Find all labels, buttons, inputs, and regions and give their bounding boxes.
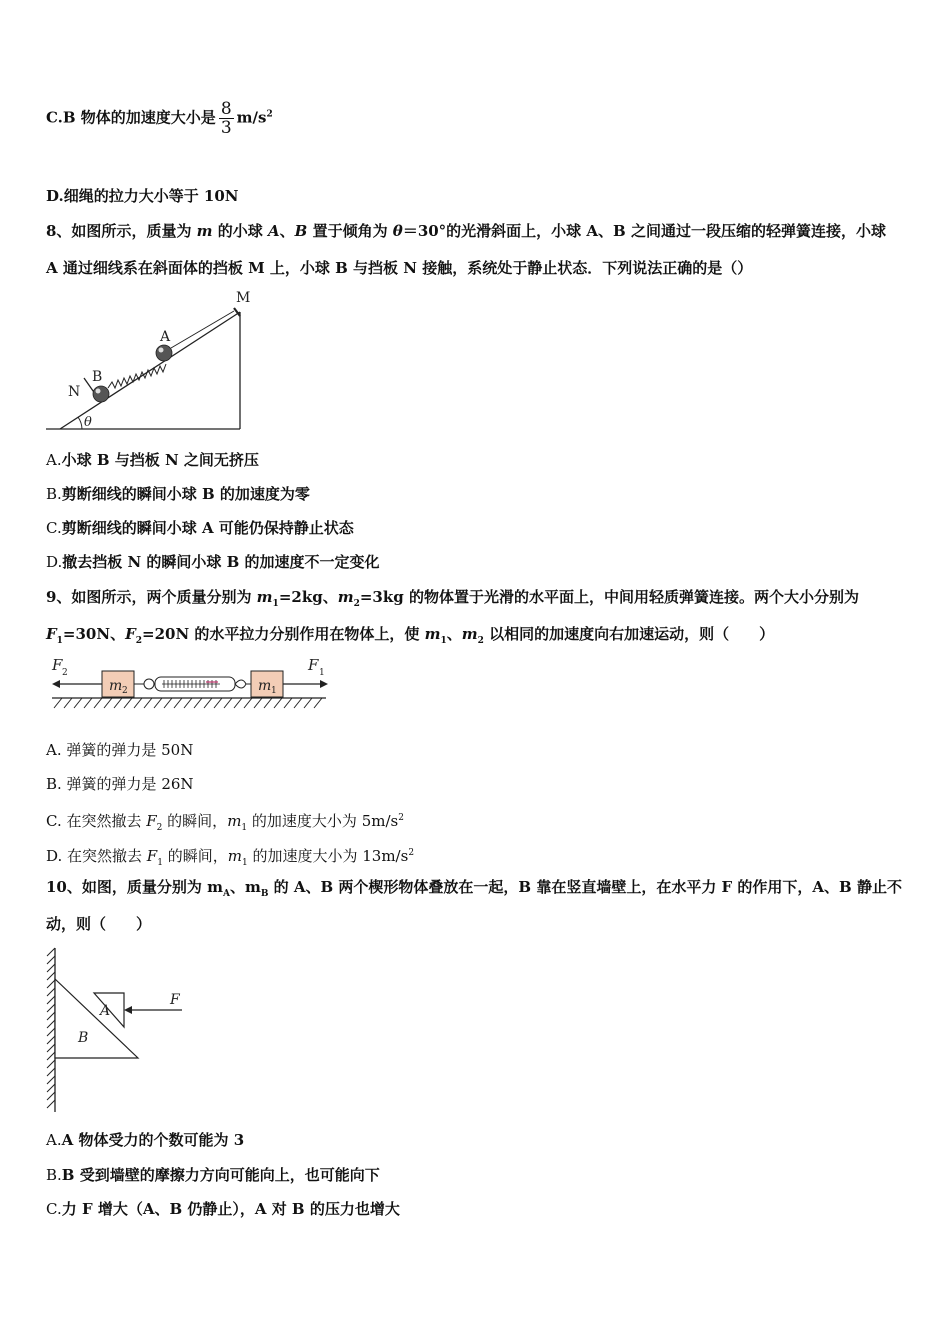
q10-option-b[interactable]: B.B 受到墙壁的摩擦力方向可能向上，也可能向下 bbox=[46, 1166, 380, 1184]
wall-hatch bbox=[47, 948, 55, 1108]
label-m: M bbox=[236, 290, 251, 306]
q8-option-a[interactable]: A.小球 B 与挡板 N 之间无挤压 bbox=[46, 451, 259, 469]
arrow-f2-head bbox=[52, 680, 60, 688]
q9-option-b[interactable]: B. 弹簧的弹力是 26N bbox=[46, 775, 194, 793]
angle-arc bbox=[78, 417, 82, 429]
q9-option-c[interactable]: C. 在突然撤去 $F_2$ 的瞬间，$m_1$ 的加速度大小为 $5m/s^2$ bbox=[46, 812, 404, 833]
wedge-b bbox=[55, 979, 138, 1058]
q7-option-c bbox=[46, 100, 273, 137]
label-m2-sub: 2 bbox=[122, 686, 128, 696]
spring bbox=[108, 364, 166, 388]
spring-blocks-diagram bbox=[46, 652, 330, 712]
wedges-wall-diagram bbox=[42, 944, 192, 1116]
fraction bbox=[219, 100, 234, 137]
spring-ring bbox=[144, 679, 154, 689]
label-m1-sub: 1 bbox=[271, 686, 277, 696]
ball-b bbox=[93, 386, 109, 402]
q8-stem-line-2: A 通过细线系在斜面体的挡板 M 上，小球 B 与挡板 N 接触，系统处于静止状态．下列说法正确的是（） bbox=[46, 259, 753, 277]
fraction-numerator: 8 bbox=[220, 99, 232, 119]
q10-stem-line-1: 10、如图，质量分别为 $m_A$、$m_B$ 的 A、B 两个楔形物体叠放在一起，B 靠在竖直墙壁上，在水平力 F 的作用下，A、B 静止不 bbox=[46, 878, 902, 899]
q9-option-d[interactable]: D. 在突然撤去 $F_1$ 的瞬间，$m_1$ 的加速度大小为 $13m/s^2$ bbox=[46, 847, 415, 868]
slope-line bbox=[60, 312, 240, 429]
label-f: F bbox=[170, 992, 180, 1008]
unit: m/s bbox=[236, 108, 267, 127]
q9-option-a[interactable]: A. 弹簧的弹力是 50N bbox=[46, 741, 194, 759]
label-theta: θ bbox=[84, 415, 92, 430]
ball-b-highlight bbox=[96, 389, 101, 394]
fraction-denominator: 3 bbox=[220, 118, 232, 138]
exponent: 2 bbox=[266, 109, 273, 120]
q10-stem-line-2: 动，则（ ） bbox=[46, 915, 152, 933]
q7-option-d: D.细绳的拉力大小等于 10N bbox=[46, 187, 239, 205]
q9-stem-line-1: 9、如图所示，两个质量分别为 $m_1=2kg$、$m_2=3kg$ 的物体置于光滑的水平面上，中间用轻质弹簧连接。两个大小分别为 bbox=[46, 588, 859, 609]
label-b: B bbox=[78, 1030, 89, 1046]
label-f1: F bbox=[308, 656, 319, 674]
ball-a bbox=[156, 345, 172, 361]
q8-stem-line-1: 8、如图所示，质量为 m 的小球 A、B 置于倾角为 θ＝30°的光滑斜面上，小球 A、B 之间通过一段压缩的轻弹簧连接，小球 bbox=[46, 222, 886, 240]
ball-a-highlight bbox=[159, 348, 164, 353]
ground-hatch bbox=[54, 698, 322, 708]
q8-option-c[interactable]: C.剪断细线的瞬间小球 A 可能仍保持静止状态 bbox=[46, 519, 354, 537]
label-b: B bbox=[92, 369, 103, 385]
label-f1-sub: 1 bbox=[319, 668, 325, 678]
label-a: A bbox=[100, 1003, 111, 1019]
label-m1: m bbox=[258, 678, 272, 694]
q9-stem-line-2: $F_1=30N$、$F_2=20N$ 的水平拉力分别作用在物体上，使 $m_1$、$m_2$ 以相同的加速度向右加速运动，则（ ） bbox=[46, 625, 775, 646]
label-a: A bbox=[160, 329, 171, 345]
q8-option-b[interactable]: B.剪断细线的瞬间小球 B 的加速度为零 bbox=[46, 485, 310, 503]
q7-option-c-prefix: C.B 物体的加速度大小是 bbox=[46, 108, 216, 127]
arrow-f1-head bbox=[320, 680, 328, 688]
label-m2: m bbox=[109, 678, 123, 694]
q10-option-c[interactable]: C.力 F 增大（A、B 仍静止），A 对 B 的压力也增大 bbox=[46, 1200, 400, 1218]
label-f2: F bbox=[52, 656, 63, 674]
string bbox=[171, 311, 234, 348]
label-n: N bbox=[68, 384, 81, 400]
incline-diagram bbox=[40, 284, 260, 434]
arrow-f-head bbox=[124, 1006, 132, 1014]
label-f2-sub: 2 bbox=[62, 668, 68, 678]
q10-option-a[interactable]: A.A 物体受力的个数可能为 3 bbox=[46, 1131, 245, 1149]
q8-option-d[interactable]: D.撤去挡板 N 的瞬间小球 B 的加速度不一定变化 bbox=[46, 553, 380, 571]
spring-hook bbox=[235, 680, 246, 688]
